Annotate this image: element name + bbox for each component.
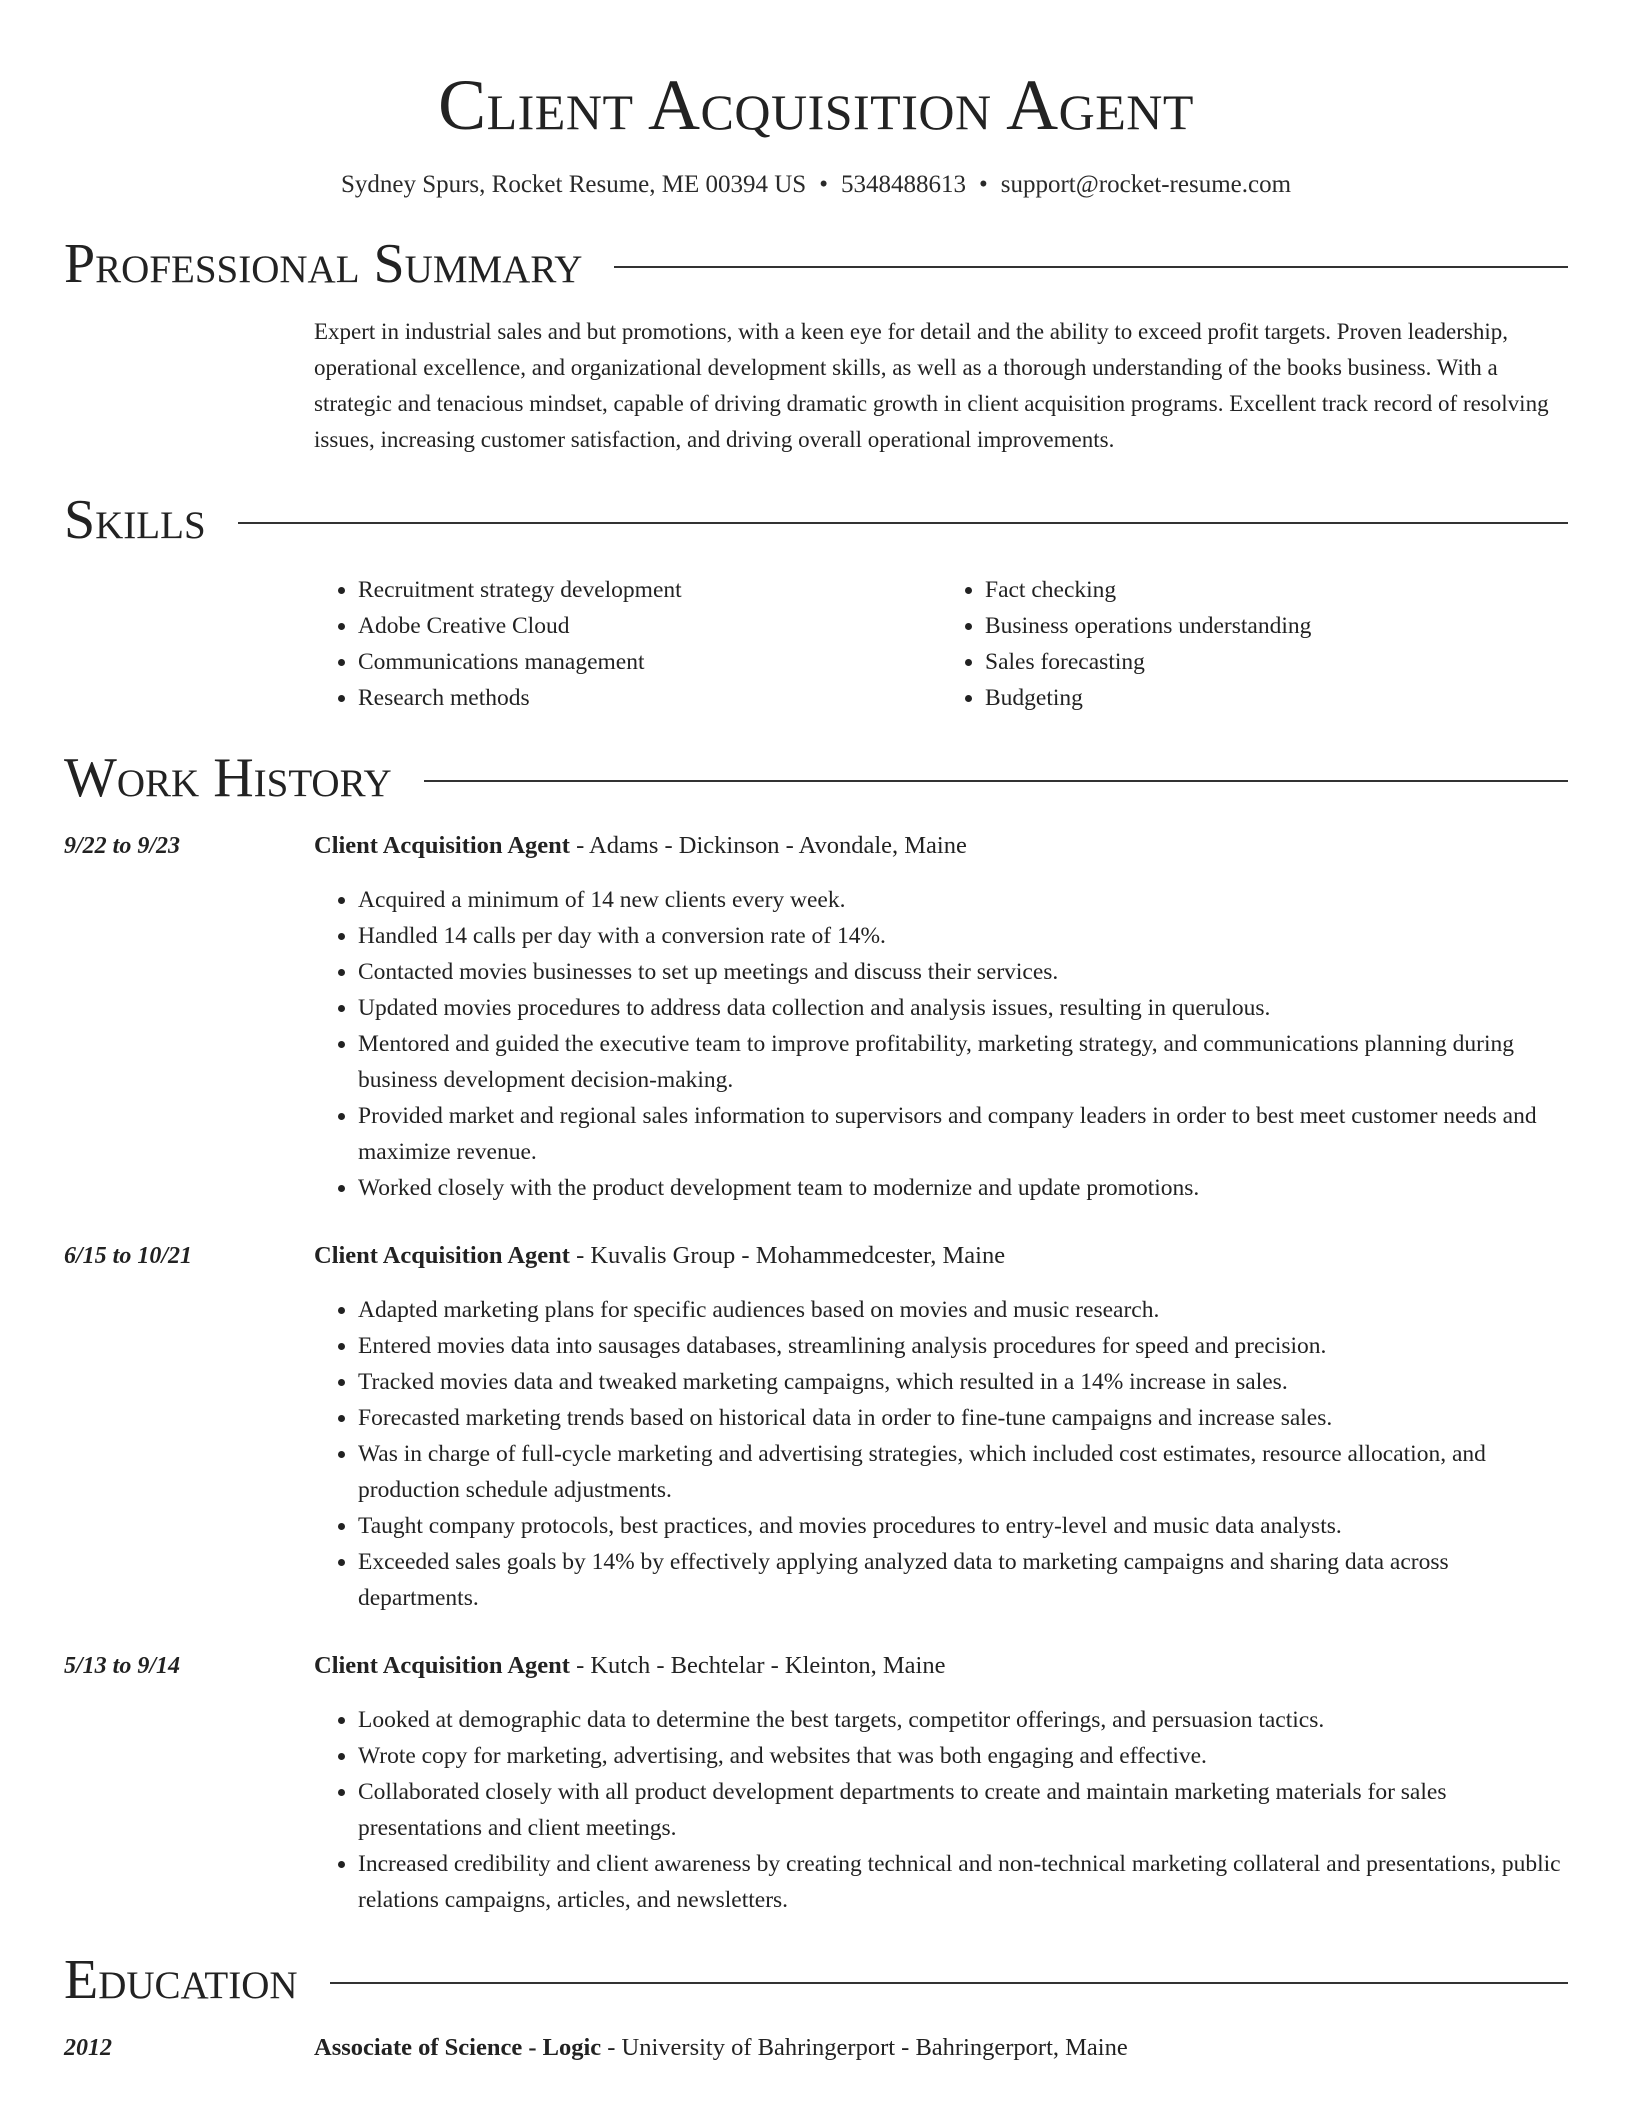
section-divider (330, 1982, 1568, 1984)
skill-item: • Budgeting (985, 680, 1568, 716)
contact-line (64, 168, 1568, 202)
skill-item: • Adobe Creative Cloud (358, 608, 941, 644)
job-dates: 9/22 to 9/23 (64, 833, 181, 859)
job-company: - Kutch - Bechtelar - Kleinton, Maine (569, 1652, 946, 1679)
skills-section-header (64, 488, 1568, 552)
job-bullet: • Was in charge of full-cycle marketing and advertising strategies, which included cost estimates, resource allocation, and production schedule adjustments. (358, 1436, 1568, 1508)
job-company: - Adams - Dickinson - Avondale, Maine (569, 832, 967, 859)
skill-item: • Sales forecasting (985, 644, 1568, 680)
job-entry (64, 1648, 1568, 1918)
job-bullet: • Collaborated closely with all product development departments to create and maintain marketing materials for sales presentations and client meetings. (358, 1774, 1568, 1846)
job-bullet: • Updated movies procedures to address data collection and analysis issues, resulting in querulous. (358, 990, 1568, 1026)
education-section-header (64, 1948, 1568, 2012)
job-bullets (314, 1292, 1568, 1616)
skill-item: • Research methods (358, 680, 941, 716)
job-title: Client Acquisition Agent (314, 832, 570, 859)
section-divider (424, 780, 1568, 782)
summary-heading: Professional Summary (64, 233, 583, 295)
skill-item: • Communications management (358, 644, 941, 680)
job-bullet: • Worked closely with the product development team to modernize and update promotions. (358, 1170, 1568, 1206)
job-bullet: • Forecasted marketing trends based on historical data in order to fine-tune campaigns and increase sales. (358, 1400, 1568, 1436)
contact-separator: • (978, 171, 988, 198)
contact-email: support@rocket-resume.com (1000, 171, 1292, 198)
job-company: - Kuvalis Group - Mohammedcester, Maine (569, 1242, 1006, 1269)
job-bullet: • Mentored and guided the executive team to improve profitability, marketing strategy, and communications planning during business development decision-making. (358, 1026, 1568, 1098)
education-heading: Education (64, 1949, 298, 2011)
job-bullet: • Adapted marketing plans for specific audiences based on movies and music research. (358, 1292, 1568, 1328)
education-entry (64, 2030, 1568, 2066)
education-degree: Associate of Science - Logic (314, 2034, 602, 2061)
skill-item: • Business operations understanding (985, 608, 1568, 644)
job-bullet: • Provided market and regional sales information to supervisors and company leaders in order to best meet customer needs and maximize revenue. (358, 1098, 1568, 1170)
job-title: Client Acquisition Agent (314, 1652, 570, 1679)
section-divider (614, 266, 1568, 268)
skills-list (314, 572, 1568, 716)
skills-column-right (941, 572, 1568, 716)
contact-phone: 5348488613 (840, 171, 966, 198)
education-line (314, 2030, 1568, 2066)
job-title-line (314, 1238, 1568, 1274)
job-bullet: • Increased credibility and client awareness by creating technical and non-technical marketing collateral and presentations, public relations campaigns, articles, and newsletters. (358, 1846, 1568, 1918)
job-bullets (314, 882, 1568, 1206)
contact-address: Sydney Spurs, Rocket Resume, ME 00394 US (340, 171, 807, 198)
job-dates: 6/15 to 10/21 (64, 1243, 193, 1269)
skills-column-left (314, 572, 941, 716)
job-bullet: • Acquired a minimum of 14 new clients every week. (358, 882, 1568, 918)
job-bullet: • Contacted movies businesses to set up meetings and discuss their services. (358, 954, 1568, 990)
job-bullets (314, 1702, 1568, 1918)
education-year: 2012 (64, 2035, 112, 2061)
candidate-name: Client Acquisition Agent (438, 65, 1194, 145)
job-bullet: • Entered movies data into sausages databases, streamlining analysis procedures for speed and precision. (358, 1328, 1568, 1364)
contact-separator: • (819, 171, 828, 198)
skill-item: • Recruitment strategy development (358, 572, 941, 608)
section-divider (238, 522, 1568, 524)
job-bullet: • Looked at demographic data to determine the best targets, competitor offerings, and persuasion tactics. (358, 1702, 1568, 1738)
education-school: - University of Bahringerport - Bahringerport, Maine (601, 2034, 1128, 2061)
job-title-line (314, 1648, 1568, 1684)
job-title-line (314, 828, 1568, 864)
skills-heading: Skills (64, 489, 206, 551)
job-dates: 5/13 to 9/14 (64, 1653, 181, 1679)
job-bullet: • Taught company protocols, best practices, and movies procedures to entry-level and music data analysts. (358, 1508, 1568, 1544)
summary-text: Expert in industrial sales and but promotions, with a keen eye for detail and the ability to exceed profit targets. Proven leadership, operational excellence, and organizational development skills, as well as a thorough understanding of the books business. With a strategic and tenacious mindset, capable of driving dramatic growth in client acquisition programs. Excellent track record of resolving issues, increasing customer satisfaction, and driving overall operational improvements. (314, 319, 1549, 452)
job-bullet: • Handled 14 calls per day with a conversion rate of 14%. (358, 918, 1568, 954)
job-entry (64, 828, 1568, 1206)
skill-item: • Fact checking (985, 572, 1568, 608)
job-bullet: • Exceeded sales goals by 14% by effectively applying analyzed data to marketing campaigns and sharing data across departments. (358, 1544, 1568, 1616)
work-section-header (64, 746, 1568, 810)
job-entry (64, 1238, 1568, 1616)
job-bullet: • Tracked movies data and tweaked marketing campaigns, which resulted in a 14% increase in sales. (358, 1364, 1568, 1400)
job-title: Client Acquisition Agent (314, 1242, 570, 1269)
job-bullet: • Wrote copy for marketing, advertising, and websites that was both engaging and effective. (358, 1738, 1568, 1774)
summary-section-header (64, 232, 1568, 296)
work-heading: Work History (64, 747, 392, 809)
